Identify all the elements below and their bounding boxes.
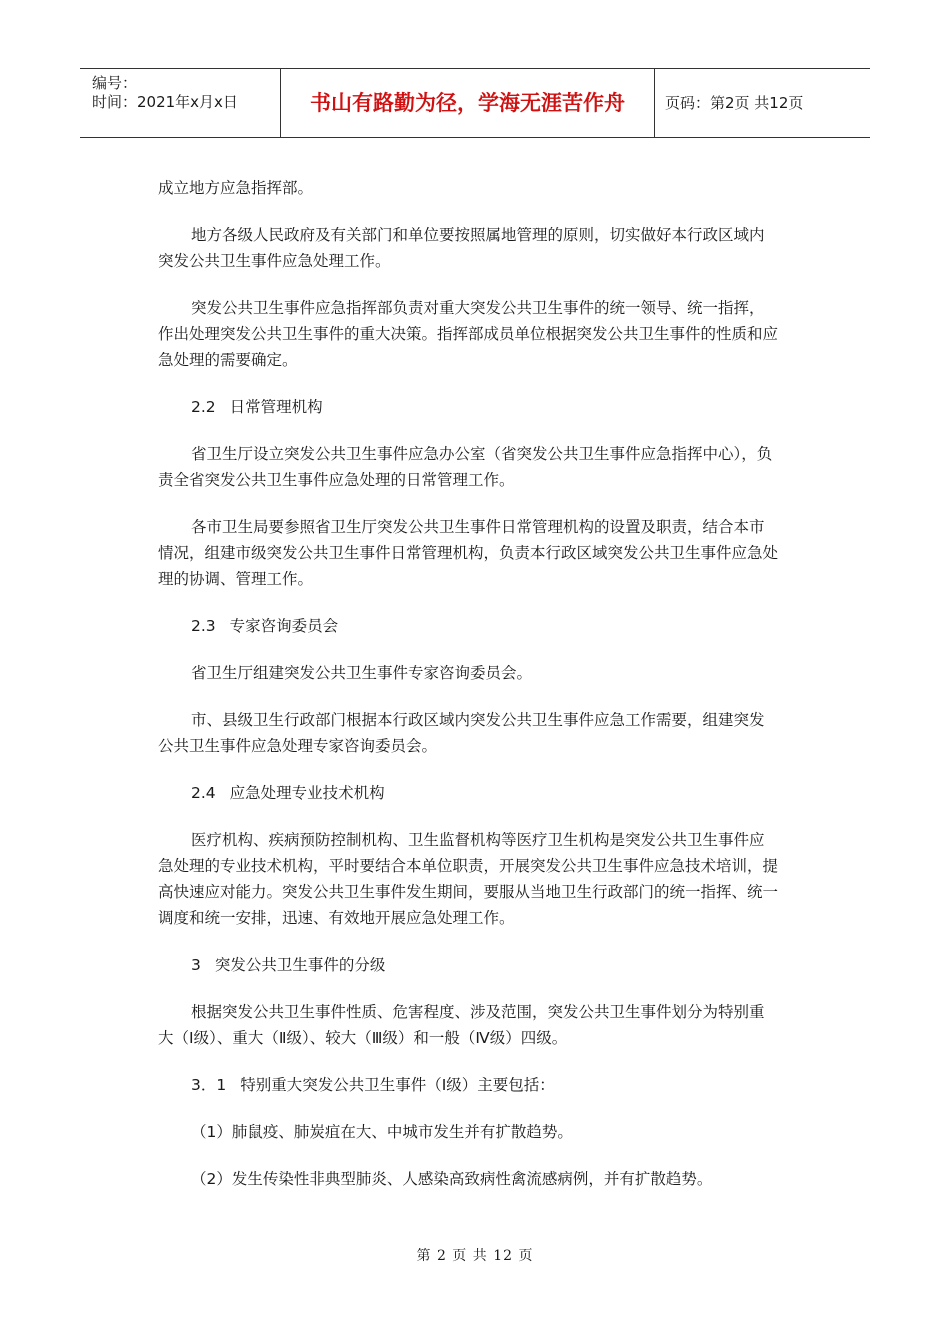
paragraph: 市、县级卫生行政部门根据本行政区域内突发公共卫生事件应急工作需要，组建突发公共卫生事件应急处理专家咨询委员会。 — [158, 711, 765, 755]
section-heading-2-3 — [158, 613, 778, 639]
section-number: 2.2 — [191, 398, 216, 416]
paragraph: 医疗机构、疾病预防控制机构、卫生监督机构等医疗卫生机构是突发公共卫生事件应急处理的专业技术机构，平时要结合本单位职责，开展突发公共卫生事件应急技术培训，提高快速应对能力。突发公共卫生事件发生期间，要服从当地卫生行政部门的统一指挥、统一调度和统一安排，迅速、有效地开展应急处理工作。 — [158, 831, 779, 927]
section-number: 2.4 — [191, 784, 216, 802]
section-title: 应急处理专业技术机构 — [229, 784, 385, 802]
section-heading-3-1 — [158, 1072, 778, 1098]
section-number: 2.3 — [191, 617, 216, 635]
section-title: 特别重大突发公共卫生事件（Ⅰ级）主要包括： — [240, 1076, 555, 1094]
paragraph: 成立地方应急指挥部。 — [158, 179, 314, 197]
list-item: （2）发生传染性非典型肺炎、人感染高致病性禽流感病例，并有扩散趋势。 — [191, 1170, 713, 1188]
paragraph: 省卫生厅设立突发公共卫生事件应急办公室（省突发公共卫生事件应急指挥中心），负责全省突发公共卫生事件应急处理的日常管理工作。 — [158, 445, 773, 489]
paragraph: 根据突发公共卫生事件性质、危害程度、涉及范围，突发公共卫生事件划分为特别重大（Ⅰ级）、重大（Ⅱ级）、较大（Ⅲ级）和一般（Ⅳ级）四级。 — [158, 1003, 765, 1047]
header-motto: 书山有路勤为径，学海无涯苦作舟 — [281, 69, 655, 137]
header-page-info: 页码：第2页 共12页 — [665, 94, 804, 112]
paragraph: 突发公共卫生事件应急指挥部负责对重大突发公共卫生事件的统一领导、统一指挥，作出处理突发公共卫生事件的重大决策。指挥部成员单位根据突发公共卫生事件的性质和应急处理的需要确定。 — [158, 299, 779, 369]
list-item: （1）肺鼠疫、肺炭疽在大、中城市发生并有扩散趋势。 — [191, 1123, 573, 1141]
header-meta-cell — [80, 69, 281, 137]
section-number: 3 — [191, 956, 201, 974]
serial-label: 编号： — [92, 74, 138, 92]
section-title: 专家咨询委员会 — [229, 617, 339, 635]
page-footer: 第 2 页 共 12 页 — [416, 1248, 534, 1264]
section-heading-3 — [158, 952, 778, 978]
time-label: 时间：2021年x月x日 — [92, 93, 238, 111]
paragraph: 地方各级人民政府及有关部门和单位要按照属地管理的原则，切实做好本行政区域内突发公共卫生事件应急处理工作。 — [158, 226, 765, 270]
document-header — [80, 68, 870, 138]
section-title: 突发公共卫生事件的分级 — [214, 956, 386, 974]
section-title: 日常管理机构 — [229, 398, 323, 416]
section-heading-2-2 — [158, 394, 778, 420]
section-heading-2-4 — [158, 780, 778, 806]
paragraph: 各市卫生局要参照省卫生厅突发公共卫生事件日常管理机构的设置及职责，结合本市情况，组建市级突发公共卫生事件日常管理机构，负责本行政区域突发公共卫生事件应急处理的协调、管理工作。 — [158, 518, 779, 588]
section-number: 3．1 — [191, 1076, 227, 1094]
paragraph: 省卫生厅组建突发公共卫生事件专家咨询委员会。 — [191, 664, 533, 682]
document-body — [158, 175, 778, 1213]
